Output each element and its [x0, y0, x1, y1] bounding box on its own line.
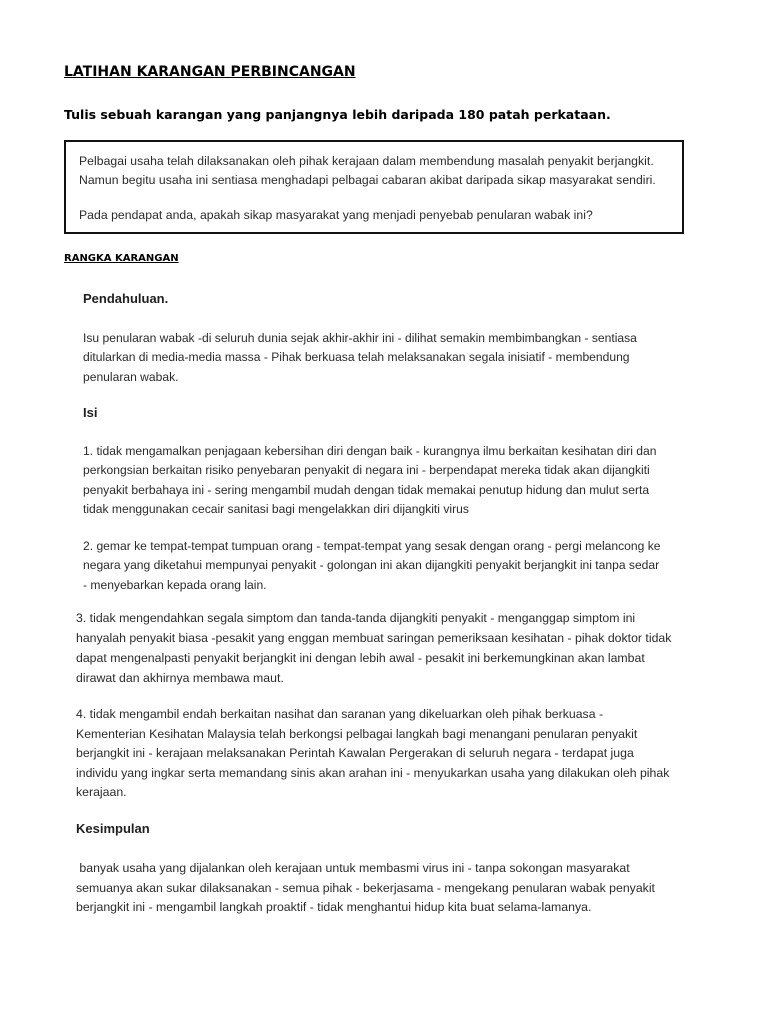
- text-line: dapat mengenalpasti penyakit berjangkit ini dengan lebih awal - pesakit ini berkemungkinan akan lambat: [76, 651, 645, 665]
- text-line: individu yang ingkar serta memandang sinis akan arahan ini - menyukarkan usaha yang dilakukan oleh pihak: [76, 765, 670, 780]
- section-heading-pendahuluan: Pendahuluan.: [83, 291, 169, 306]
- text-line: negara yang diketahui mempunyai penyakit - golongan ini akan dijangkiti penyakit berjangkit ini tanpa sedar: [83, 558, 660, 573]
- text-line: penyakit berbahaya ini - sering mengambil mudah dengan tidak memakai penutup hidung dan mulut serta: [83, 482, 650, 497]
- text-line: 3. tidak mengendahkan segala simptom dan tanda-tanda dijangkiti penyakit - menganggap simptom ini: [76, 611, 636, 625]
- isi-point-1: [83, 442, 656, 520]
- text-line: semuanya akan sukar dilaksanakan - semua pihak - bekerjasama - mengekang penularan wabak penyakit: [76, 880, 655, 895]
- outline-label: RANGKA KARANGAN: [64, 253, 179, 264]
- question-prompt: Pada pendapat anda, apakah sikap masyarakat yang menjadi penyebab penularan wabak ini?: [79, 208, 593, 222]
- text-line: - menyebarkan kepada orang lain.: [83, 577, 267, 592]
- text-line: berjangkit ini - kerajaan melaksanakan Perintah Kawalan Pergerakan di seluruh negara - terdapat juga: [76, 746, 634, 761]
- text-line: banyak usaha yang dijalankan oleh kerajaan untuk membasmi virus ini - tanpa sokongan masyarakat: [76, 861, 630, 875]
- question-box: [64, 140, 684, 234]
- text-line: ditularkan di media-media massa - Pihak berkuasa telah melaksanakan segala inisiatif - membendung: [83, 350, 630, 365]
- section-heading-isi: Isi: [83, 405, 98, 420]
- pendahuluan-paragraph: [83, 329, 637, 387]
- text-line: dirawat dan akhirnya membawa maut.: [76, 671, 284, 685]
- isi-point-3: [76, 608, 671, 688]
- text-line: 1. tidak mengamalkan penjagaan kebersihan diri dengan baik - kurangnya ilmu berkaitan kesihatan diri dan: [83, 444, 657, 458]
- text-line: tidak menggunakan cecair sanitasi bagi mengelakkan diri dijangkiti virus: [83, 502, 469, 517]
- section-heading-kesimpulan: Kesimpulan: [76, 821, 150, 836]
- question-line: Namun begitu usaha ini sentiasa menghadapi pelbagai cabaran akibat daripada sikap masyarakat sendiri.: [79, 173, 656, 187]
- instruction-text: Tulis sebuah karangan yang panjangnya lebih daripada 180 patah perkataan.: [64, 107, 611, 122]
- text-line: hanyalah penyakit biasa -pesakit yang enggan membuat saringan pemeriksaan kesihatan - pihak doktor tidak: [76, 631, 672, 645]
- text-line: Isu penularan wabak -di seluruh dunia sejak akhir-akhir ini - dilihat semakin membimbangkan - sentiasa: [83, 331, 637, 345]
- text-line: penularan wabak.: [83, 369, 179, 384]
- text-line: 4. tidak mengambil endah berkaitan nasihat dan saranan yang dikeluarkan oleh pihak berkuasa -: [76, 707, 604, 721]
- question-line: Pelbagai usaha telah dilaksanakan oleh pihak kerajaan dalam membendung masalah penyakit berjangkit.: [79, 154, 654, 168]
- text-line: berjangkit ini - mengambil langkah proaktif - tidak menghantui hidup kita buat selama-lamanya.: [76, 900, 592, 915]
- text-line: 2. gemar ke tempat-tempat tumpuan orang - tempat-tempat yang sesak dengan orang - pergi melancong ke: [83, 539, 661, 553]
- text-line: kerajaan.: [76, 785, 127, 800]
- isi-point-2: [83, 537, 660, 595]
- document-title: LATIHAN KARANGAN PERBINCANGAN: [64, 64, 356, 80]
- isi-point-4: [76, 705, 669, 803]
- kesimpulan-paragraph: [76, 859, 655, 918]
- text-line: perkongsian berkaitan risiko penyebaran penyakit di negara ini - berpendapat mereka tidak akan dijangkiti: [83, 463, 650, 478]
- text-line: Kementerian Kesihatan Malaysia telah berkongsi pelbagai langkah bagi menangani penularan penyakit: [76, 726, 638, 741]
